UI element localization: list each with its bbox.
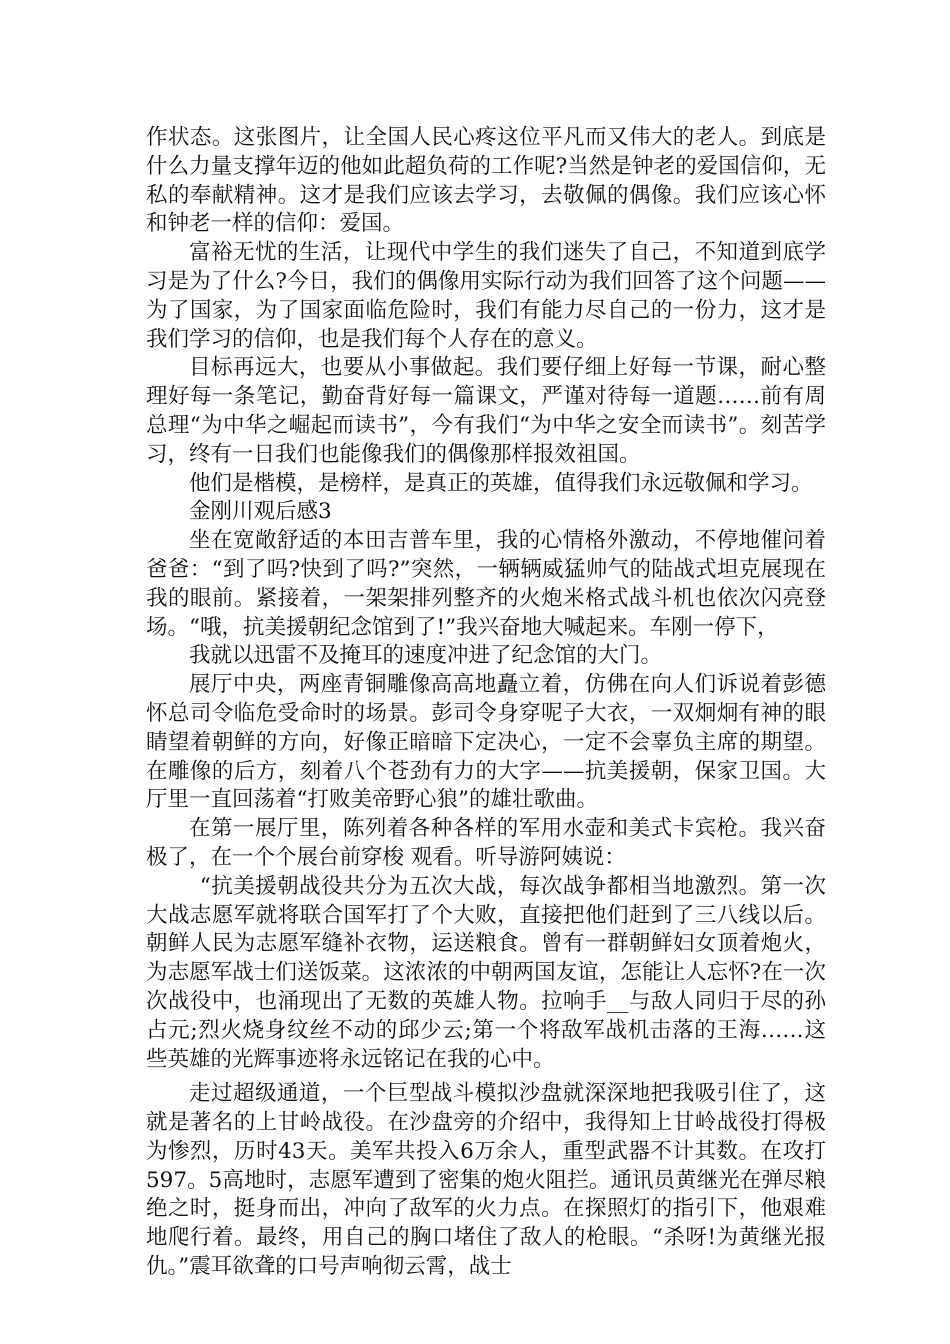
paragraph-3: 目标再远大，也要从小事做起。我们要仔细上好每一节课，耐心整理好每一条笔记，勤奋背好每一篇课文，严谨对待每一道题……前有周总理“为中华之崛起而读书”，今有我们“为中华之安全而读书”。刻苦学习，终有一日我们也能像我们的偶像那样报效祖国。: [146, 355, 826, 467]
section-heading: 金刚川观后感3: [189, 499, 332, 525]
paragraph-10: 走过超级通道，一个巨型战斗模拟沙盘就深深地把我吸引住了，这就是著名的上甘岭战役。在沙盘旁的介绍中，我得知上甘岭战役打得极为惨烈，历时43天。美军共投入6万余人，重型武器不计其数。在攻打597。5高地时，志愿军遭到了密集的炮火阻拦。通讯员黄继光在弹尽粮绝之时，挺身而出，冲向了敌军的火力点。在探照灯的指引下，他艰难地爬行着。最终，用自己的胸口堵住了敌人的枪眼。“杀呀!为黄继光报仇。”震耳欲聋的口号声响彻云霄，战士: [146, 1081, 826, 1280]
paragraph-6: 我就以迅雷不及掩耳的速度冲进了纪念馆的大门。: [189, 643, 663, 669]
paragraph-1: 作状态。这张图片，让全国人民心疼这位平凡而又伟大的老人。到底是什么力量支撑年迈的他如此超负荷的工作呢?当然是钟老的爱国信仰，无私的奉献精神。这才是我们应该去学习，去敬佩的偶像。我们应该心怀和钟老一样的信仰：爱国。: [146, 125, 826, 237]
document-body: [146, 124, 826, 1282]
paragraph-8: 在第一展厅里，陈列着各种各样的军用水壶和美式卡宾枪。我兴奋极了，在一个个展台前穿梭 观看。听导游阿姨说：: [146, 816, 826, 870]
paragraph-5: 坐在宽敞舒适的本田吉普车里，我的心情格外激动，不停地催问着爸爸：“到了吗?快到了吗?”突然，一辆辆威猛帅气的陆战式坦克展现在我的眼前。紧接着，一架架排列整齐的火炮米格式战斗机也依次闪亮登场。“哦，抗美援朝纪念馆到了!”我兴奋地大喊起来。车刚一停下，: [146, 528, 826, 640]
paragraph-9: “抗美援朝战役共分为五次大战，每次战争都相当地激烈。第一次大战志愿军就将联合国军打了个大败，直接把他们赶到了三八线以后。朝鲜人民为志愿军缝补衣物，运送粮食。曾有一群朝鲜妇女顶着炮火，为志愿军战士们送饭菜。这浓浓的中朝两国友谊，怎能让人忘怀?在一次次战役中，也涌现出了无数的英雄人物。拉响手__与敌人同归于尽的孙占元;烈火烧身纹丝不动的邱少云;第一个将敌军战机击落的王海……这些英雄的光辉事迹将永远铭记在我的心中。: [146, 873, 826, 1072]
paragraph-2: 富裕无忧的生活，让现代中学生的我们迷失了自己，不知道到底学习是为了什么?今日，我们的偶像用实际行动为我们回答了这个问题——为了国家，为了国家面临危险时，我们有能力尽自己的一份力，这才是我们学习的信仰，也是我们每个人存在的意义。: [146, 240, 826, 352]
paragraph-4: 他们是楷模，是榜样，是真正的英雄，值得我们永远敬佩和学习。: [189, 470, 813, 496]
paragraph-7: 展厅中央，两座青铜雕像高高地矗立着，仿佛在向人们诉说着彭德怀总司令临危受命时的场景。彭司令身穿呢子大衣，一双炯炯有神的眼睛望着朝鲜的方向，好像正暗暗下定决心，一定不会辜负主席的期望。在雕像的后方，刻着八个苍劲有力的大字——抗美援朝，保家卫国。大厅里一直回荡着“打败美帝野心狼”的雄壮歌曲。: [146, 672, 826, 813]
